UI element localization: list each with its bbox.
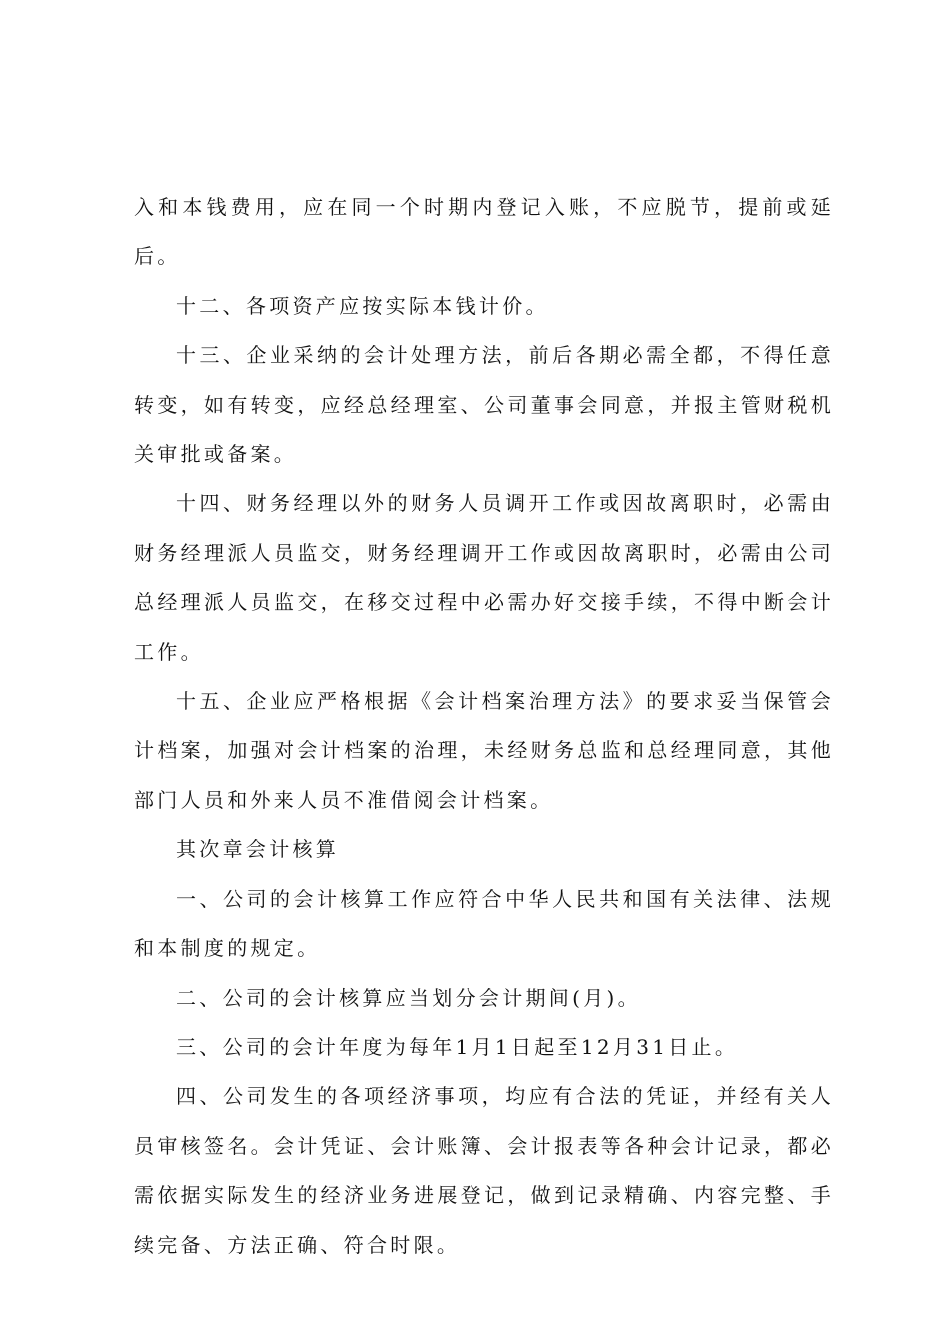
paragraph-10: 四、公司发生的各项经济事项，均应有合法的凭证，并经有关人员审核签名。会计凭证、会计账簿、会计报表等各种会计记录，都必需依据实际发生的经济业务进展登记，做到记录精确、内容完整、手续完备、方法正确、符合时限。	[134, 1084, 834, 1257]
paragraph-3: 十三、企业采纳的会计处理方法，前后各期必需全都，不得任意转变，如有转变，应经总经理室、公司董事会同意，并报主管财税机关审批或备案。	[134, 343, 834, 467]
paragraph-7: 一、公司的会计核算工作应符合中华人民共和国有关法律、法规和本制度的规定。	[134, 886, 834, 961]
document-body	[134, 183, 834, 1270]
paragraph-8: 二、公司的会计核算应当划分会计期间(月)。	[176, 985, 641, 1010]
chapter-heading: 其次章会计核算	[176, 837, 340, 862]
paragraph-9: 三、公司的会计年度为每年1月1日起至12月31日止。	[176, 1034, 739, 1059]
paragraph-1: 入和本钱费用，应在同一个时期内登记入账，不应脱节，提前或延后。	[134, 195, 834, 269]
paragraph-2: 十二、各项资产应按实际本钱计价。	[176, 293, 549, 318]
paragraph-5: 十五、企业应严格根据《会计档案治理方法》的要求妥当保管会计档案，加强对会计档案的治理，未经财务总监和总经理同意，其他部门人员和外来人员不准借阅会计档案。	[134, 689, 834, 812]
paragraph-4: 十四、财务经理以外的财务人员调开工作或因故离职时，必需由财务经理派人员监交，财务经理调开工作或因故离职时，必需由公司总经理派人员监交，在移交过程中必需办好交接手续，不得中断会计工作。	[134, 491, 834, 664]
